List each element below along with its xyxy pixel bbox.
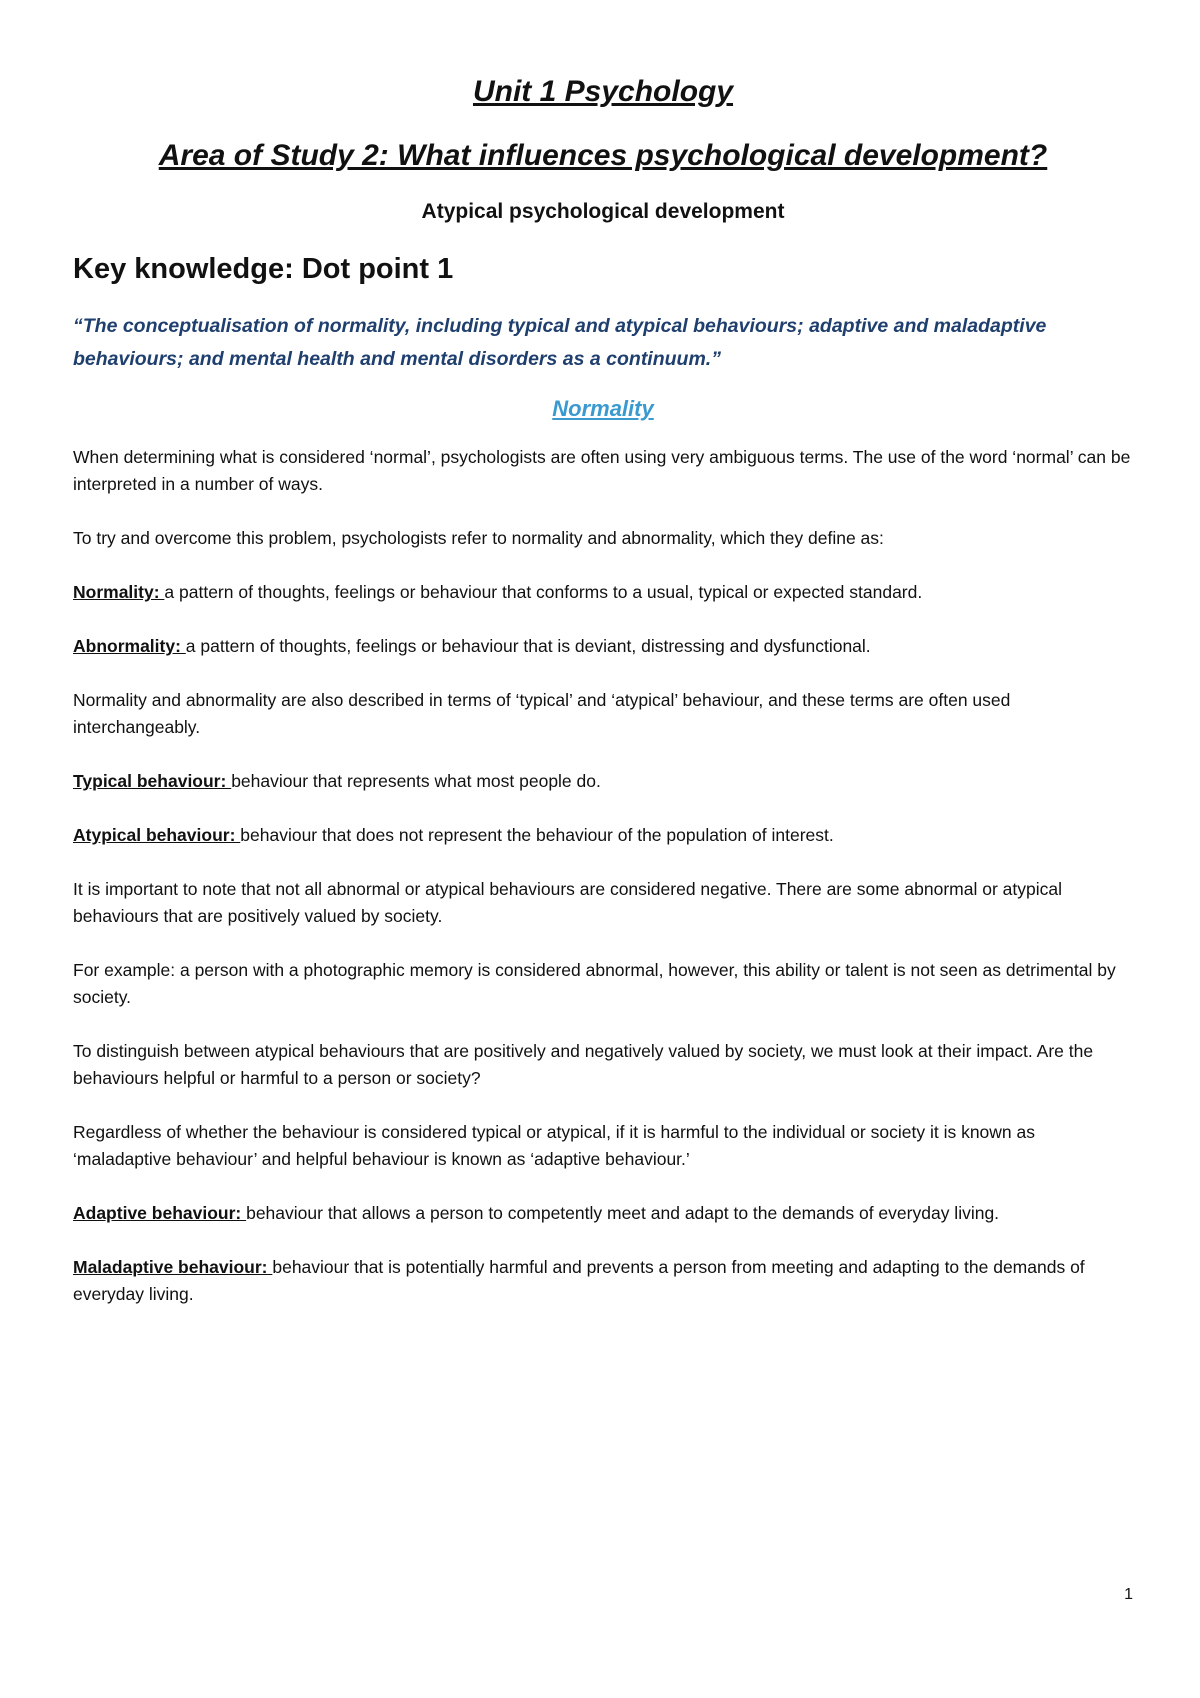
term-adaptive-behaviour: Adaptive behaviour: (73, 1203, 247, 1223)
paragraph-not-negative: It is important to note that not all abnormal or atypical behaviours are considered negative. There are some abnormal or atypical behaviours that are positively valued by society. (73, 879, 1062, 926)
normality-heading: Normality (552, 396, 654, 421)
definition-atypical (73, 822, 1133, 849)
definition-normality-text: a pattern of thoughts, feelings or behaviour that conforms to a usual, typical or expected standard. (164, 582, 923, 602)
definition-abnormality-text: a pattern of thoughts, feelings or behaviour that is deviant, distressing and dysfunctional. (185, 636, 871, 656)
definition-maladaptive (73, 1254, 1133, 1308)
definition-adaptive-text: behaviour that allows a person to competently meet and adapt to the demands of everyday living. (246, 1203, 1000, 1223)
paragraph-overcome-problem: To try and overcome this problem, psychologists refer to normality and abnormality, which they define as: (73, 528, 884, 548)
key-knowledge-heading: Key knowledge: Dot point 1 (73, 253, 454, 285)
paragraph-ambiguous-terms: When determining what is considered ‘normal’, psychologists are often using very ambiguous terms. The use of the word ‘normal’ can be interpreted in a number of ways. (73, 447, 1131, 494)
term-normality: Normality: (73, 582, 165, 602)
document-title: Unit 1 Psychology (472, 75, 734, 108)
definition-typical (73, 768, 1133, 795)
definition-typical-text: behaviour that represents what most people do. (231, 771, 601, 791)
area-of-study-heading: Area of Study 2: What influences psychological development? (158, 139, 1048, 172)
paragraph-typical-atypical: Normality and abnormality are also described in terms of ‘typical’ and ‘atypical’ behaviour, and these terms are often used interchangeably. (73, 690, 1011, 737)
definition-atypical-text: behaviour that does not represent the behaviour of the population of interest. (240, 825, 834, 845)
definition-abnormality (73, 633, 1133, 660)
term-typical-behaviour: Typical behaviour: (73, 771, 232, 791)
paragraph-regardless: Regardless of whether the behaviour is considered typical or atypical, if it is harmful to the individual or society it is known as ‘maladaptive behaviour’ and helpful behaviour is known as ‘adaptive behaviour.’ (73, 1122, 1035, 1169)
term-atypical-behaviour: Atypical behaviour: (73, 825, 241, 845)
paragraph-distinguish: To distinguish between atypical behaviours that are positively and negatively valued by society, we must look at their impact. Are the behaviours helpful or harmful to a person or society? (73, 1041, 1094, 1088)
paragraph-example: For example: a person with a photographic memory is considered abnormal, however, this ability or talent is not seen as detrimental by society. (73, 960, 1116, 1007)
definition-adaptive (73, 1200, 1133, 1227)
definition-normality (73, 579, 1133, 606)
section-heading: Atypical psychological development (421, 200, 785, 223)
term-maladaptive-behaviour: Maladaptive behaviour: (73, 1257, 273, 1277)
page-number: 1 (1124, 1586, 1133, 1603)
page-content (73, 72, 1133, 1335)
term-abnormality: Abnormality: (73, 636, 186, 656)
definition-maladaptive-text: behaviour that is potentially harmful and prevents a person from meeting and adapting to the demands of everyday living. (73, 1257, 1085, 1304)
key-knowledge-quote: “The conceptualisation of normality, including typical and atypical behaviours; adaptive and maladaptive behaviours; and mental health and mental disorders as a continuum.” (73, 315, 1047, 370)
